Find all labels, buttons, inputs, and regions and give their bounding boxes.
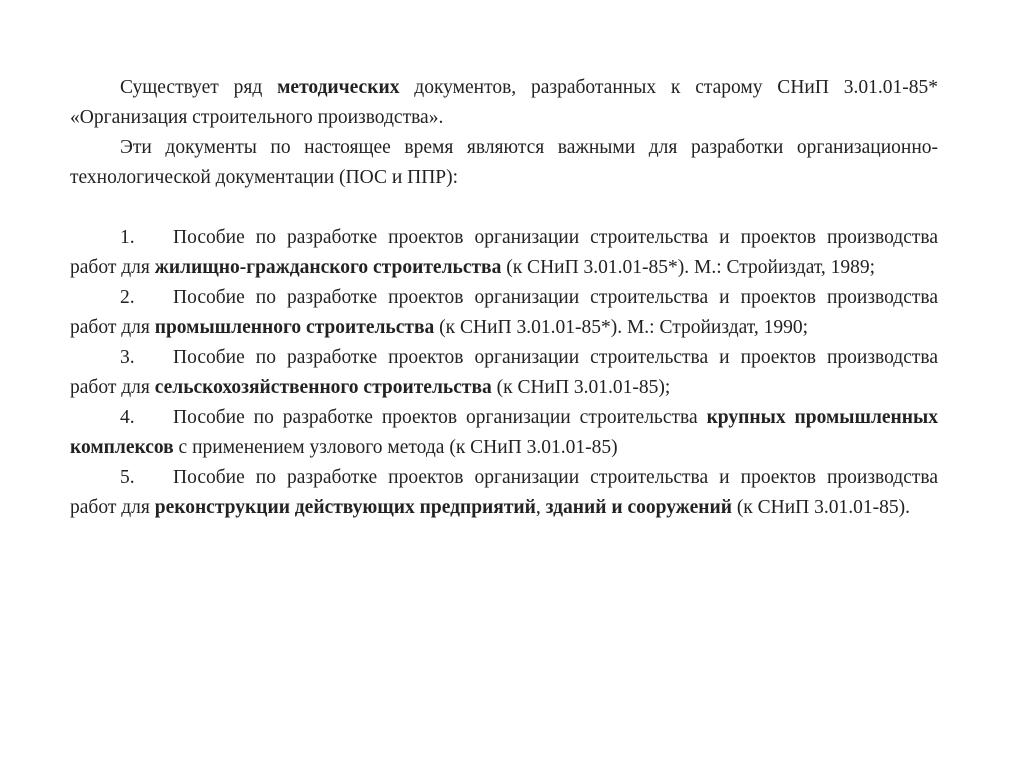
list-bold-term: реконструкции действующих предприятий — [154, 497, 536, 518]
list-item — [70, 223, 938, 283]
list-item — [70, 343, 938, 403]
intro-bold-term: методических — [277, 77, 400, 98]
list-text-end: (к СНиП 3.01.01-85); — [491, 377, 671, 398]
lead-in-paragraph: Эти документы по настоящее время являются важными для разработки организационно-технологической документации (ПОС и ППР): — [70, 137, 938, 188]
list-text: Пособие по разработке проектов организации строительства и проектов производства работ для — [70, 227, 938, 278]
paragraph-spacer — [70, 193, 938, 223]
list-bold-term-2: зданий и сооружений — [545, 497, 732, 518]
list-item — [70, 463, 938, 523]
list-bold-term: жилищно-гражданского строительства — [154, 257, 502, 278]
list-item — [70, 283, 938, 343]
list-text-end: (к СНиП 3.01.01-85). — [731, 497, 910, 518]
list-bold-term: сельскохозяйственного строительства — [154, 377, 492, 398]
list-number: 1. — [120, 227, 135, 248]
list-number: 4. — [120, 407, 135, 428]
list-text: Пособие по разработке проектов организации строительства и проектов производства работ для — [70, 287, 938, 338]
list-number: 3. — [120, 347, 135, 368]
document-page — [70, 73, 938, 523]
intro-text-end: документов, разработанных к старому СНиП 3.01.01-85* «Организация строительного производства». — [70, 77, 938, 128]
list-bold-term: крупных промышленных комплексов — [70, 407, 938, 458]
list-text-end: (к СНиП 3.01.01-85*). М.: Стройиздат, 1990; — [434, 317, 808, 338]
list-item — [70, 403, 938, 463]
list-text: Пособие по разработке проектов организации строительства и проектов производства работ для — [70, 347, 938, 398]
list-number: 2. — [120, 287, 135, 308]
list-number: 5. — [120, 467, 135, 488]
intro-paragraph — [70, 73, 938, 133]
list-text-end: (к СНиП 3.01.01-85*). М.: Стройиздат, 1989; — [501, 257, 876, 278]
intro-text-start: Существует ряд — [120, 77, 278, 98]
list-text: Пособие по разработке проектов организации строительства — [173, 407, 707, 428]
list-text-middle: , — [535, 497, 546, 518]
list-text-end: с применением узлового метода (к СНиП 3.01.01-85) — [173, 437, 618, 458]
list-bold-term: промышленного строительства — [154, 317, 435, 338]
list-text: Пособие по разработке проектов организации строительства и проектов производства работ для — [70, 467, 938, 518]
